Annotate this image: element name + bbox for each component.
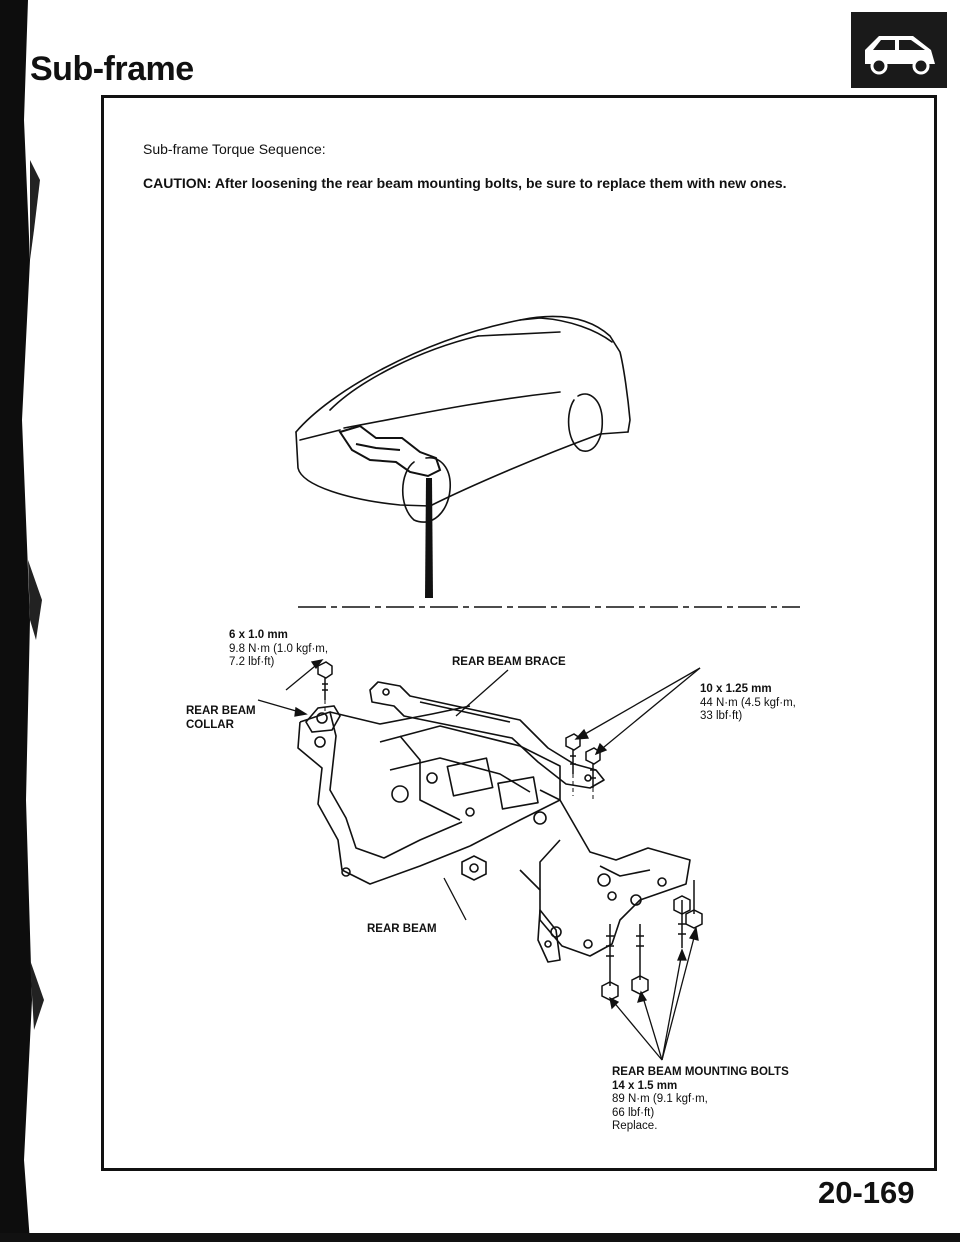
caution-text: After loosening the rear beam mounting bolts, be sure to replace them with new ones. [214, 175, 787, 191]
collar-line1: REAR BEAM [186, 705, 256, 717]
brace-bolt-torque-line1: 44 N·m (4.5 kgf·m, [700, 696, 796, 709]
caution-label: CAUTION: [143, 175, 212, 191]
page-title: Sub-frame [30, 50, 194, 88]
brace-bolt-torque-line2: 33 lbf·ft) [700, 710, 743, 722]
mounting-bolts-torque-line2: 66 lbf·ft) [612, 1106, 655, 1119]
mounting-bolts-label: REAR BEAM MOUNTING BOLTS [612, 1066, 789, 1078]
small-bolt-torque-line2: 7.2 lbf·ft) [229, 656, 275, 668]
brace-bolt-size: 10 x 1.25 mm [700, 683, 772, 695]
bottom-edge-rule [0, 1229, 960, 1242]
rear-beam-label: REAR BEAM [367, 923, 437, 935]
collar-line2: COLLAR [186, 718, 234, 731]
mounting-bolts-size: 14 x 1.5 mm [612, 1079, 678, 1092]
rear-beam-collar-label [186, 705, 256, 732]
mounting-bolts-note: Replace. [612, 1120, 658, 1132]
brace-bolt-callout [700, 683, 796, 724]
small-bolt-torque-line1: 9.8 N·m (1.0 kgf·m, [229, 642, 329, 655]
small-bolt-size: 6 x 1.0 mm [229, 629, 288, 641]
page-number: 20-169 [818, 1175, 915, 1210]
small-bolt-callout [229, 629, 328, 670]
mounting-bolts-torque-line1: 89 N·m (9.1 kgf·m, [612, 1093, 708, 1105]
torque-sequence-label: Sub-frame Torque Sequence: [143, 141, 326, 157]
rear-beam-brace-label: REAR BEAM BRACE [452, 656, 566, 668]
mounting-bolts-callout [612, 1066, 789, 1134]
